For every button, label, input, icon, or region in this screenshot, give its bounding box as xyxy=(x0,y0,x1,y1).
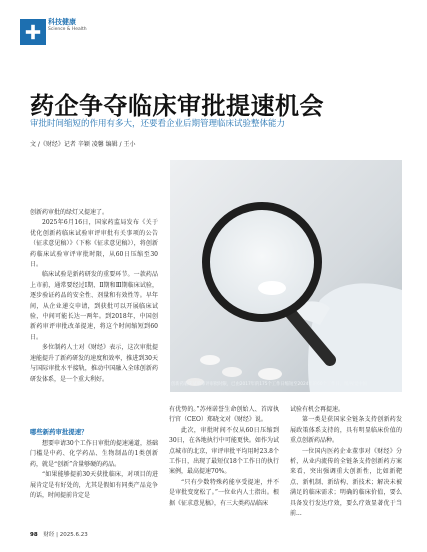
section-label-en: Science & Health xyxy=(48,27,87,32)
body-column-3 xyxy=(169,405,279,509)
paragraph: 2025年6月16日，国家药监局发布《关于优化创新药临床试验审评审批有关事项的公告（征求意见稿）》（下称《征求意见稿》），将创新药临床试验审评审批时限，从60日压缩至30日。 xyxy=(30,219,158,269)
paragraph: 创新药审批的绿灯又提速了。 xyxy=(30,209,109,216)
magazine-logo xyxy=(20,19,46,45)
page-footer xyxy=(30,530,88,538)
paragraph: 一位国内医药企业董事对《财经》分析，从业内流传的全链条支持创新药方案来看，突出强调重大创新性，比如新靶点、新机制、新结构、新技术；解决未被满足的临床需求；明确的临床价值，要么具备发行发达疗效，要么疗效显著优于当前... xyxy=(290,447,402,518)
section-label-cn: 科技健康 xyxy=(48,18,76,26)
article-title: 药企争夺临床审批提速机会 xyxy=(30,92,324,120)
cross-icon xyxy=(24,23,42,41)
paragraph: 想要申请30个工作日审批的提速通道，基础门槛是中药、化学药品、生物制品的1类创新药，就是“创新”含量够硬的药品。 xyxy=(30,440,158,468)
paragraph: 试验有机会再提速。 xyxy=(290,406,345,413)
page-number: 98 xyxy=(30,532,38,538)
section-heading: 哪些新药审批提速？ xyxy=(30,428,88,436)
body-column-2 xyxy=(30,423,158,501)
paragraph: “只有少数特殊药能享受提速，并不是审批变宽松了。”一位业内人士指出。根据《征求意见稿》，有三大类药品临床 xyxy=(169,478,279,507)
article-subtitle: 审批时间缩短的作用有多大，还要看企业后期管理临床试验整体能力 xyxy=(30,119,286,129)
magnifier-illustration xyxy=(170,160,402,392)
article-byline: 文 /《财经》记者 辛颖 凌馨 编辑 / 王小 xyxy=(30,141,136,148)
paragraph: 有优势的。”苏州诺誉生命创始人、首席执行官（CEO）郑晓文对《财经》说。 xyxy=(169,406,279,424)
paragraph: 多位制药人士对《财经》表示，这次审批提速能提升了新药研发的速度和效率，推进到30天与国际审批水平接轨，推动中国融入全球创新药研发体系，是一个重大利好。 xyxy=(30,344,158,383)
article-photo xyxy=(170,160,402,392)
body-column-4 xyxy=(290,405,402,519)
paragraph: 临床试验是新药研发的重要环节。一款药品上市前，通常要经过Ⅰ期、Ⅱ期和Ⅲ期临床试验，逐步验证药品的安全性、剂量和有效性等。早年间，从企业递交申请，到获批可以开展临床试验，中间可能长达一两年。到2018年，中国创新药审评审批改革提速，将这个时间缩短到60日。 xyxy=(30,271,158,341)
magazine-issue: 财经 | 2025.6.23 xyxy=(43,532,88,538)
section-label xyxy=(48,19,87,33)
body-column-1 xyxy=(30,208,158,385)
paragraph: 此次，审批时间不仅从60日压缩到30日，在各地执行中可能更快。如作为试点城市的北京，审评审批平均用时23.8个工作日，出现了最短仅18个工作日的执行案例，最高提速70%。 xyxy=(169,426,279,476)
paragraph: 第一类是获国家全链条支持创新药发展政策体系支持的，具有明显临床价值的重点创新药品种。 xyxy=(290,416,402,445)
paragraph: “如果能够提前30天获批临床，对项目的进展肯定是有好处的，尤其是假如有同类产品竞争的话，时间提前肯定是 xyxy=(30,471,158,500)
photo-caption: 创新药临床试验审评审批时限，已由2017年的175个工作日缩短至2024年的60个工作日。图/视觉中国 xyxy=(171,382,367,387)
